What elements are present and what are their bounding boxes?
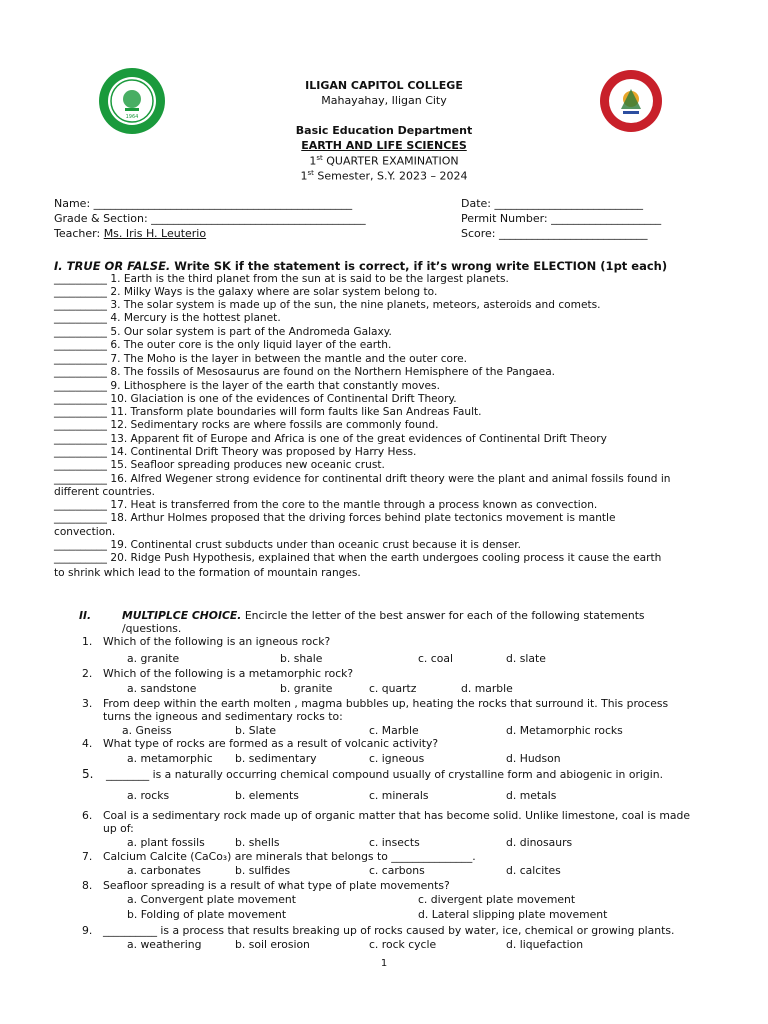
q2-option-b[interactable]: b. granite xyxy=(280,682,333,695)
tf-statement: 8. The fossils of Mesosaurus are found on the Northern Hemisphere of the Pangaea. xyxy=(110,366,556,378)
date-field[interactable]: Date: ___________________________ xyxy=(461,197,643,210)
tf-item xyxy=(54,312,714,325)
name-field[interactable]: Name: _______________________________________________ xyxy=(54,197,353,210)
tf-item xyxy=(54,473,714,486)
tf-statement: 6. The outer core is the only liquid layer of the earth. xyxy=(110,339,392,351)
section2-title-bold: MULTIPLCE CHOICE. xyxy=(122,609,242,622)
teacher-name: Ms. Iris H. Leuterio xyxy=(103,227,207,240)
tf-item xyxy=(54,552,714,565)
tf-item xyxy=(54,366,714,379)
tf-statement: convection. xyxy=(54,526,116,538)
tf-item xyxy=(54,406,714,419)
q7-option-d[interactable]: d. calcites xyxy=(506,864,561,877)
section2-title-rest: Encircle the letter of the best answer for each of the following statements xyxy=(241,609,645,622)
q9-option-a[interactable]: a. weathering xyxy=(127,938,202,951)
tf-answer-blank[interactable]: __________ xyxy=(54,473,107,485)
grade-section-field[interactable]: Grade & Section: _______________________________________ xyxy=(54,212,366,225)
tf-statement: 4. Mercury is the hottest planet. xyxy=(110,312,281,324)
tf-item xyxy=(54,512,714,525)
q8-option-c[interactable]: c. divergent plate movement xyxy=(418,893,576,906)
tf-statement: 12. Sedimentary rocks are where fossils are commonly found. xyxy=(110,419,439,431)
tf-item xyxy=(54,299,714,312)
q8-number: 8. xyxy=(82,879,93,892)
q2-number: 2. xyxy=(82,667,93,680)
q8-option-a[interactable]: a. Convergent plate movement xyxy=(127,893,296,906)
q7-option-a[interactable]: a. carbonates xyxy=(127,864,201,877)
tf-answer-blank[interactable]: __________ xyxy=(54,539,107,551)
semester-line xyxy=(0,169,768,183)
tf-item xyxy=(54,539,714,552)
page-number: 1 xyxy=(380,958,388,969)
tf-statement: 7. The Moho is the layer in between the mantle and the outer core. xyxy=(110,353,468,365)
tf-item xyxy=(54,326,714,339)
q1-option-a[interactable]: a. granite xyxy=(127,652,180,665)
tf-item xyxy=(54,419,714,432)
q7-text: Calcium Calcite (CaCo₃) are minerals that belongs to _______________. xyxy=(103,850,476,863)
q4-option-c[interactable]: c. igneous xyxy=(369,752,425,765)
tf-statement: to shrink which lead to the formation of mountain ranges. xyxy=(54,567,361,579)
section2-roman: II. xyxy=(79,609,92,622)
tf-item-continuation xyxy=(54,567,714,580)
q3-option-b[interactable]: b. Slate xyxy=(235,724,277,737)
tf-statement: 2. Milky Ways is the galaxy where are solar system belong to. xyxy=(110,286,438,298)
exam-sup: st xyxy=(316,154,323,162)
tf-item xyxy=(54,273,714,286)
q6-number: 6. xyxy=(82,809,93,822)
q1-option-b[interactable]: b. shale xyxy=(280,652,323,665)
tf-answer-blank[interactable]: __________ xyxy=(54,552,107,564)
q4-option-d[interactable]: d. Hudson xyxy=(506,752,561,765)
teacher-field xyxy=(54,227,206,240)
exam-rest: QUARTER EXAMINATION xyxy=(322,154,459,168)
q6-option-b[interactable]: b. shells xyxy=(235,836,280,849)
q2-text: Which of the following is a metamorphic rock? xyxy=(103,667,354,680)
tf-answer-blank[interactable]: __________ xyxy=(54,393,107,405)
left-seal-year: 1964 xyxy=(125,114,139,120)
tf-statement: different countries. xyxy=(54,486,155,498)
q4-option-b[interactable]: b. sedimentary xyxy=(235,752,317,765)
section1-instructions: Write SK if the statement is correct, if it’s wrong write ELECTION (1pt each) xyxy=(170,259,668,273)
tf-statement: 15. Seafloor spreading produces new oceanic crust. xyxy=(110,459,385,471)
tf-statement: 11. Transform plate boundaries will form faults like San Andreas Fault. xyxy=(110,406,482,418)
q4-number: 4. xyxy=(82,737,93,750)
q2-option-c[interactable]: c. quartz xyxy=(369,682,417,695)
tf-answer-blank[interactable]: __________ xyxy=(54,339,107,351)
q3-option-a[interactable]: a. Gneiss xyxy=(122,724,172,737)
tf-statement: 3. The solar system is made up of the sun, the nine planets, meteors, asteroids and comets. xyxy=(110,299,601,311)
q3-text-line2: turns the igneous and sedimentary rocks to: xyxy=(103,710,343,723)
tf-statement: 1. Earth is the third planet from the sun at is said to be the largest planets. xyxy=(110,273,509,285)
tf-statement: 19. Continental crust subducts under than oceanic crust because it is denser. xyxy=(110,539,521,551)
q9-text: __________ is a process that results breaking up of rocks caused by water, ice, chemical or growing plants. xyxy=(103,924,675,937)
q6-option-a[interactable]: a. plant fossils xyxy=(127,836,205,849)
tf-answer-blank[interactable]: __________ xyxy=(54,353,107,365)
q4-text: What type of rocks are formed as a result of volcanic activity? xyxy=(103,737,439,750)
q5-text: ________ is a naturally occurring chemical compound usually of crystalline form and abiogenic in origin. xyxy=(106,768,664,781)
q5-number: 5. xyxy=(82,767,94,781)
tf-answer-blank[interactable]: __________ xyxy=(54,419,107,431)
tf-answer-blank[interactable]: __________ xyxy=(54,273,107,285)
tf-item-continuation xyxy=(54,526,714,539)
department: Basic Education Department xyxy=(295,124,473,137)
tf-item xyxy=(54,353,714,366)
tf-answer-blank[interactable]: __________ xyxy=(54,433,107,445)
exam-num: 1 xyxy=(309,154,317,168)
tf-statement: 13. Apparent fit of Europe and Africa is one of the great evidences of Continental Drift Theory xyxy=(110,433,607,445)
q3-text-line1: From deep within the earth molten , magma bubbles up, heating the rocks that surround it. This process xyxy=(103,697,669,710)
tf-answer-blank[interactable]: __________ xyxy=(54,406,107,418)
q7-option-c[interactable]: c. carbons xyxy=(369,864,425,877)
tf-answer-blank[interactable]: __________ xyxy=(54,366,107,378)
q5-option-d[interactable]: d. metals xyxy=(506,789,557,802)
score-field[interactable]: Score: ___________________________ xyxy=(461,227,648,240)
section1-title xyxy=(54,259,667,273)
q5-option-b[interactable]: b. elements xyxy=(235,789,299,802)
tf-statement: 14. Continental Drift Theory was proposed by Harry Hess. xyxy=(110,446,417,458)
tf-item xyxy=(54,286,714,299)
q3-option-d[interactable]: d. Metamorphic rocks xyxy=(506,724,623,737)
sem-rest: Semester, S.Y. 2023 – 2024 xyxy=(313,169,468,183)
tf-statement: 10. Glaciation is one of the evidences of Continental Drift Theory. xyxy=(110,393,457,405)
sem-num: 1 xyxy=(300,169,308,183)
tf-answer-blank[interactable]: __________ xyxy=(54,286,107,298)
q1-number: 1. xyxy=(82,635,93,648)
q2-option-a[interactable]: a. sandstone xyxy=(127,682,197,695)
section2-title xyxy=(79,609,91,622)
tf-item xyxy=(54,446,714,459)
q9-number: 9. xyxy=(82,924,93,937)
q5-option-c[interactable]: c. minerals xyxy=(369,789,429,802)
q1-option-d[interactable]: d. slate xyxy=(506,652,546,665)
tf-answer-blank[interactable]: __________ xyxy=(54,499,107,511)
q9-option-b[interactable]: b. soil erosion xyxy=(235,938,310,951)
college-name: ILIGAN CAPITOL COLLEGE xyxy=(305,79,463,92)
college-address: Mahayahay, Iligan City xyxy=(321,94,447,107)
teacher-label: Teacher: xyxy=(54,227,104,240)
q7-option-b[interactable]: b. sulfides xyxy=(235,864,291,877)
q6-option-d[interactable]: d. dinosaurs xyxy=(506,836,573,849)
q1-text: Which of the following is an igneous rock? xyxy=(103,635,331,648)
tf-answer-blank[interactable]: __________ xyxy=(54,512,107,524)
q5-option-a[interactable]: a. rocks xyxy=(127,789,170,802)
tf-item xyxy=(54,380,714,393)
exam-title xyxy=(0,154,768,168)
section2-instructions xyxy=(122,609,645,622)
tf-item xyxy=(54,339,714,352)
q3-number: 3. xyxy=(82,697,93,710)
tf-answer-blank[interactable]: __________ xyxy=(54,299,107,311)
q6-text-line1: Coal is a sedimentary rock made up of organic matter that has become solid. Unlike limestone, coal is made xyxy=(103,809,691,822)
q8-option-b[interactable]: b. Folding of plate movement xyxy=(127,908,287,921)
q3-option-c[interactable]: c. Marble xyxy=(369,724,419,737)
q1-option-c[interactable]: c. coal xyxy=(418,652,453,665)
sem-sup: st xyxy=(307,169,314,177)
tf-statement: 17. Heat is transferred from the core to the mantle through a process known as convection. xyxy=(110,499,598,511)
q8-text: Seafloor spreading is a result of what type of plate movements? xyxy=(103,879,450,892)
q7-number: 7. xyxy=(82,850,93,863)
tf-item xyxy=(54,499,714,512)
section1-roman: I. TRUE OR FALSE. xyxy=(54,259,171,273)
tf-item xyxy=(54,459,714,472)
q4-option-a[interactable]: a. metamorphic xyxy=(127,752,213,765)
tf-statement: 20. Ridge Push Hypothesis, explained that when the earth undergoes cooling process it cause the earth xyxy=(110,552,662,564)
permit-number-field[interactable]: Permit Number: ____________________ xyxy=(461,212,662,225)
q6-text-line2: up of: xyxy=(103,822,134,835)
q9-option-d[interactable]: d. liquefaction xyxy=(506,938,584,951)
tf-item-continuation xyxy=(54,486,714,499)
section2-instructions-line2: /questions. xyxy=(122,622,182,635)
subject-title: EARTH AND LIFE SCIENCES xyxy=(301,139,467,152)
tf-statement: 18. Arthur Holmes proposed that the driving forces behind plate tectonics movement is mantle xyxy=(110,512,616,524)
tf-statement: 16. Alfred Wegener strong evidence for continental drift theory were the plant and animal fossils found in xyxy=(110,473,671,485)
tf-statement: 9. Lithosphere is the layer of the earth that constantly moves. xyxy=(110,380,440,392)
tf-statement: 5. Our solar system is part of the Andromeda Galaxy. xyxy=(110,326,392,338)
tf-item xyxy=(54,433,714,446)
q8-option-d[interactable]: d. Lateral slipping plate movement xyxy=(418,908,608,921)
tf-answer-blank[interactable]: __________ xyxy=(54,380,107,392)
q2-option-d[interactable]: d. marble xyxy=(461,682,513,695)
tf-answer-blank[interactable]: __________ xyxy=(54,446,107,458)
tf-answer-blank[interactable]: __________ xyxy=(54,326,107,338)
q6-option-c[interactable]: c. insects xyxy=(369,836,420,849)
tf-item xyxy=(54,393,714,406)
tf-answer-blank[interactable]: __________ xyxy=(54,459,107,471)
tf-answer-blank[interactable]: __________ xyxy=(54,312,107,324)
q9-option-c[interactable]: c. rock cycle xyxy=(369,938,437,951)
